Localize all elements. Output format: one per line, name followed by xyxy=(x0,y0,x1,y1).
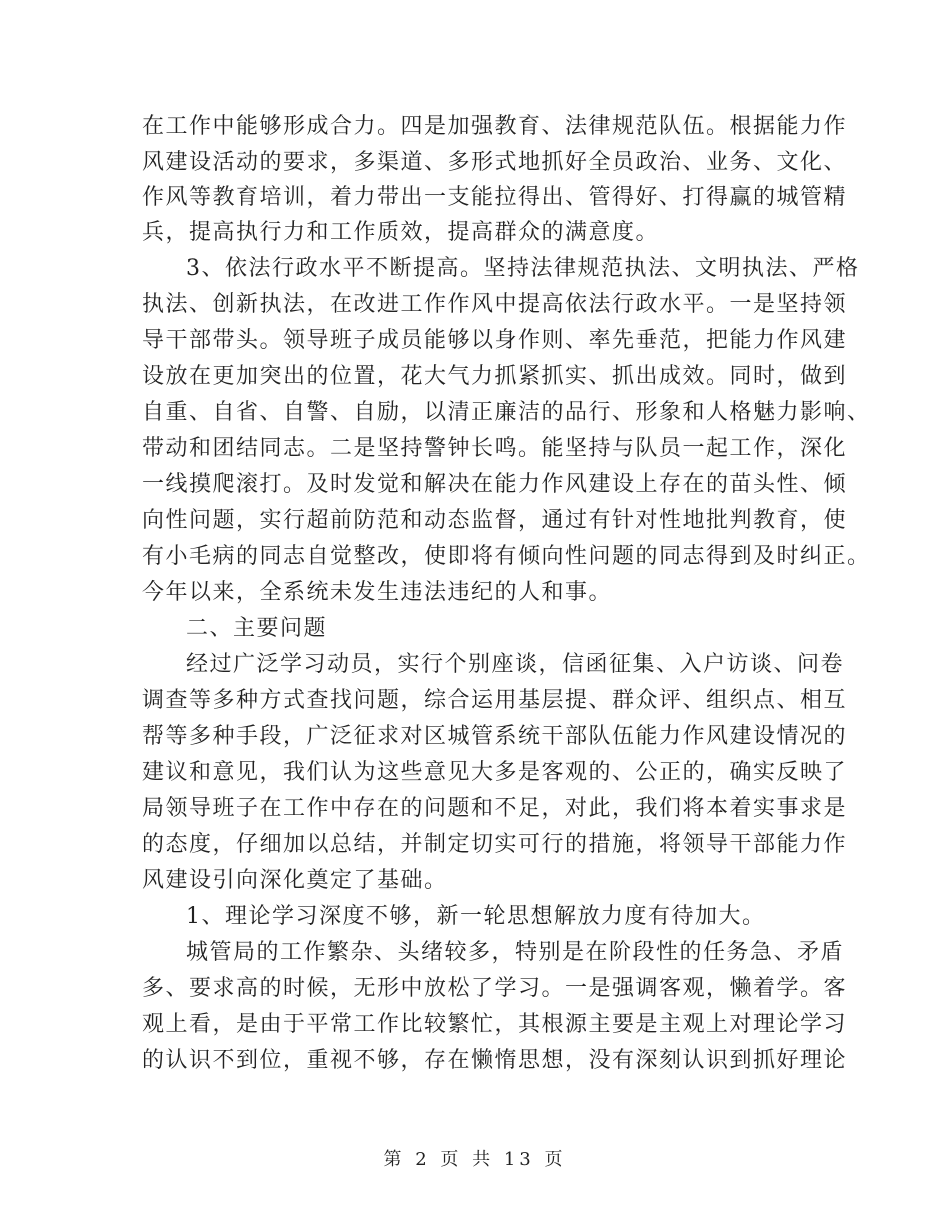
body-text-line: 带动和团结同志。二是坚持警钟长鸣。能坚持与队员一起工作，深化 xyxy=(142,436,848,461)
subsection-heading: 1、理论学习深度不够，新一轮思想解放力度有待加大。 xyxy=(186,904,766,929)
page-number-footer: 第 2 页 共 13 页 xyxy=(383,1149,567,1170)
body-text-line: 有小毛病的同志自觉整改，使即将有倾向性问题的同志得到及时纠正。 xyxy=(142,544,871,569)
body-text-line: 执法、创新执法，在改进工作作风中提高依法行政水平。一是坚持领 xyxy=(142,292,848,317)
paragraph-start-line: 城管局的工作繁杂、头绪较多，特别是在阶段性的任务急、矛盾 xyxy=(186,940,845,965)
body-text-line: 向性问题，实行超前防范和动态监督，通过有针对性地批判教育，使 xyxy=(142,508,848,533)
body-text-line: 自重、自省、自警、自励，以清正廉洁的品行、形象和人格魅力影响、 xyxy=(142,400,871,425)
body-text-line: 今年以来，全系统未发生违法违纪的人和事。 xyxy=(142,580,613,605)
paragraph-start-line: 3、依法行政水平不断提高。坚持法律规范执法、文明执法、严格 xyxy=(186,256,860,281)
body-text-line: 建议和意见，我们认为这些意见大多是客观的、公正的，确实反映了 xyxy=(142,760,848,785)
body-text-line: 调查等多种方式查找问题，综合运用基层提、群众评、组织点、相互 xyxy=(142,688,848,713)
body-text-line: 多、要求高的时候，无形中放松了学习。一是强调客观，懒着学。客 xyxy=(142,976,848,1001)
body-text-line: 风建设活动的要求，多渠道、多形式地抓好全员政治、业务、文化、 xyxy=(142,150,848,175)
body-text-line: 导干部带头。领导班子成员能够以身作则、率先垂范，把能力作风建 xyxy=(142,328,848,353)
body-text-line: 一线摸爬滚打。及时发觉和解决在能力作风建设上存在的苗头性、倾 xyxy=(142,472,848,497)
body-text-line: 在工作中能够形成合力。四是加强教育、法律规范队伍。根据能力作 xyxy=(142,114,848,139)
section-heading: 二、主要问题 xyxy=(186,616,328,641)
body-text-line: 观上看，是由于平常工作比较繁忙，其根源主要是主观上对理论学习 xyxy=(142,1012,848,1037)
body-text-line: 风建设引向深化奠定了基础。 xyxy=(142,868,448,893)
body-text-line: 兵，提高执行力和工作质效，提高群众的满意度。 xyxy=(142,220,660,245)
body-text-line: 的态度，仔细加以总结，并制定切实可行的措施，将领导干部能力作 xyxy=(142,832,848,857)
paragraph-start-line: 经过广泛学习动员，实行个别座谈，信函征集、入户访谈、问卷 xyxy=(186,652,845,677)
body-text-line: 帮等多种手段，广泛征求对区城管系统干部队伍能力作风建设情况的 xyxy=(142,724,848,749)
body-text-line: 设放在更加突出的位置，花大气力抓紧抓实、抓出成效。同时，做到 xyxy=(142,364,848,389)
body-text-line: 作风等教育培训，着力带出一支能拉得出、管得好、打得赢的城管精 xyxy=(142,185,848,210)
body-text-line: 局领导班子在工作中存在的问题和不足，对此，我们将本着实事求是 xyxy=(142,796,848,821)
body-text-line: 的认识不到位，重视不够，存在懒惰思想，没有深刻认识到抓好理论 xyxy=(142,1048,848,1073)
